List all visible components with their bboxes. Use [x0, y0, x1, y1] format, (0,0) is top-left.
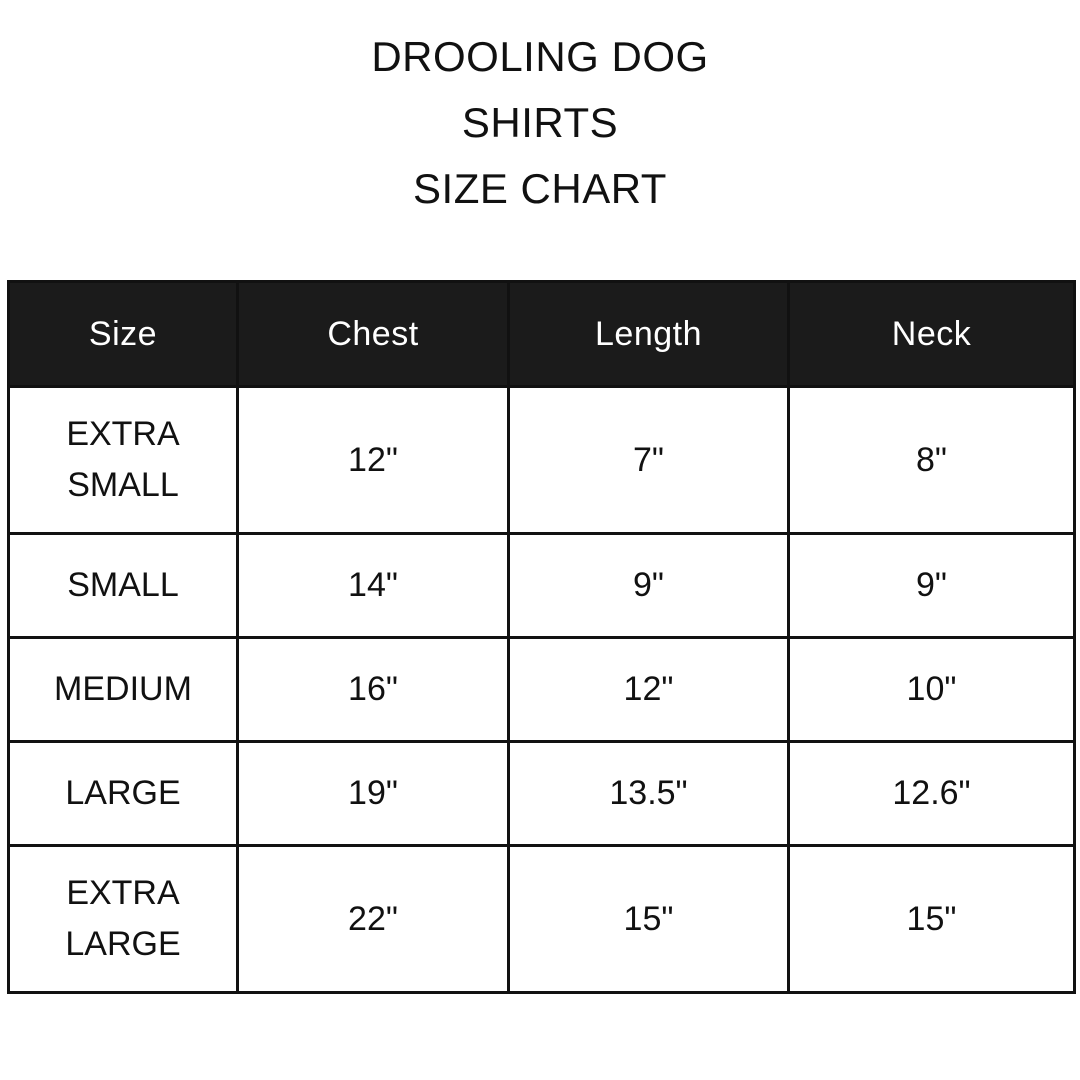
header-chest: Chest — [238, 282, 509, 387]
header-size: Size — [9, 282, 238, 387]
table-header-row — [9, 282, 1075, 387]
size-cell — [9, 387, 238, 534]
neck-cell: 10" — [789, 638, 1075, 742]
neck-cell: 12.6" — [789, 742, 1075, 846]
size-label: MEDIUM — [54, 670, 192, 708]
neck-cell: 9" — [789, 534, 1075, 638]
header-length: Length — [509, 282, 789, 387]
chest-cell: 19" — [238, 742, 509, 846]
chest-cell: 12" — [238, 387, 509, 534]
page-title — [0, 24, 1080, 222]
size-label: EXTRA LARGE — [65, 874, 181, 963]
table-row — [9, 638, 1075, 742]
neck-cell: 15" — [789, 846, 1075, 993]
table-row — [9, 846, 1075, 993]
neck-cell: 8" — [789, 387, 1075, 534]
size-cell — [9, 846, 238, 993]
size-cell — [9, 534, 238, 638]
title-line-1: DROOLING DOG — [371, 33, 709, 80]
size-cell — [9, 638, 238, 742]
size-label: EXTRA SMALL — [66, 415, 180, 504]
size-label: LARGE — [65, 774, 181, 812]
length-cell: 7" — [509, 387, 789, 534]
table-row — [9, 742, 1075, 846]
size-cell — [9, 742, 238, 846]
length-cell: 13.5" — [509, 742, 789, 846]
chest-cell: 16" — [238, 638, 509, 742]
title-line-2: SHIRTS — [461, 99, 619, 146]
header-neck: Neck — [789, 282, 1075, 387]
length-cell: 12" — [509, 638, 789, 742]
size-label: SMALL — [67, 566, 179, 604]
chest-cell: 14" — [238, 534, 509, 638]
chest-cell: 22" — [238, 846, 509, 993]
table-row — [9, 387, 1075, 534]
table-row — [9, 534, 1075, 638]
length-cell: 9" — [509, 534, 789, 638]
title-line-3: SIZE CHART — [413, 165, 667, 212]
size-chart-table — [7, 280, 1076, 994]
length-cell: 15" — [509, 846, 789, 993]
